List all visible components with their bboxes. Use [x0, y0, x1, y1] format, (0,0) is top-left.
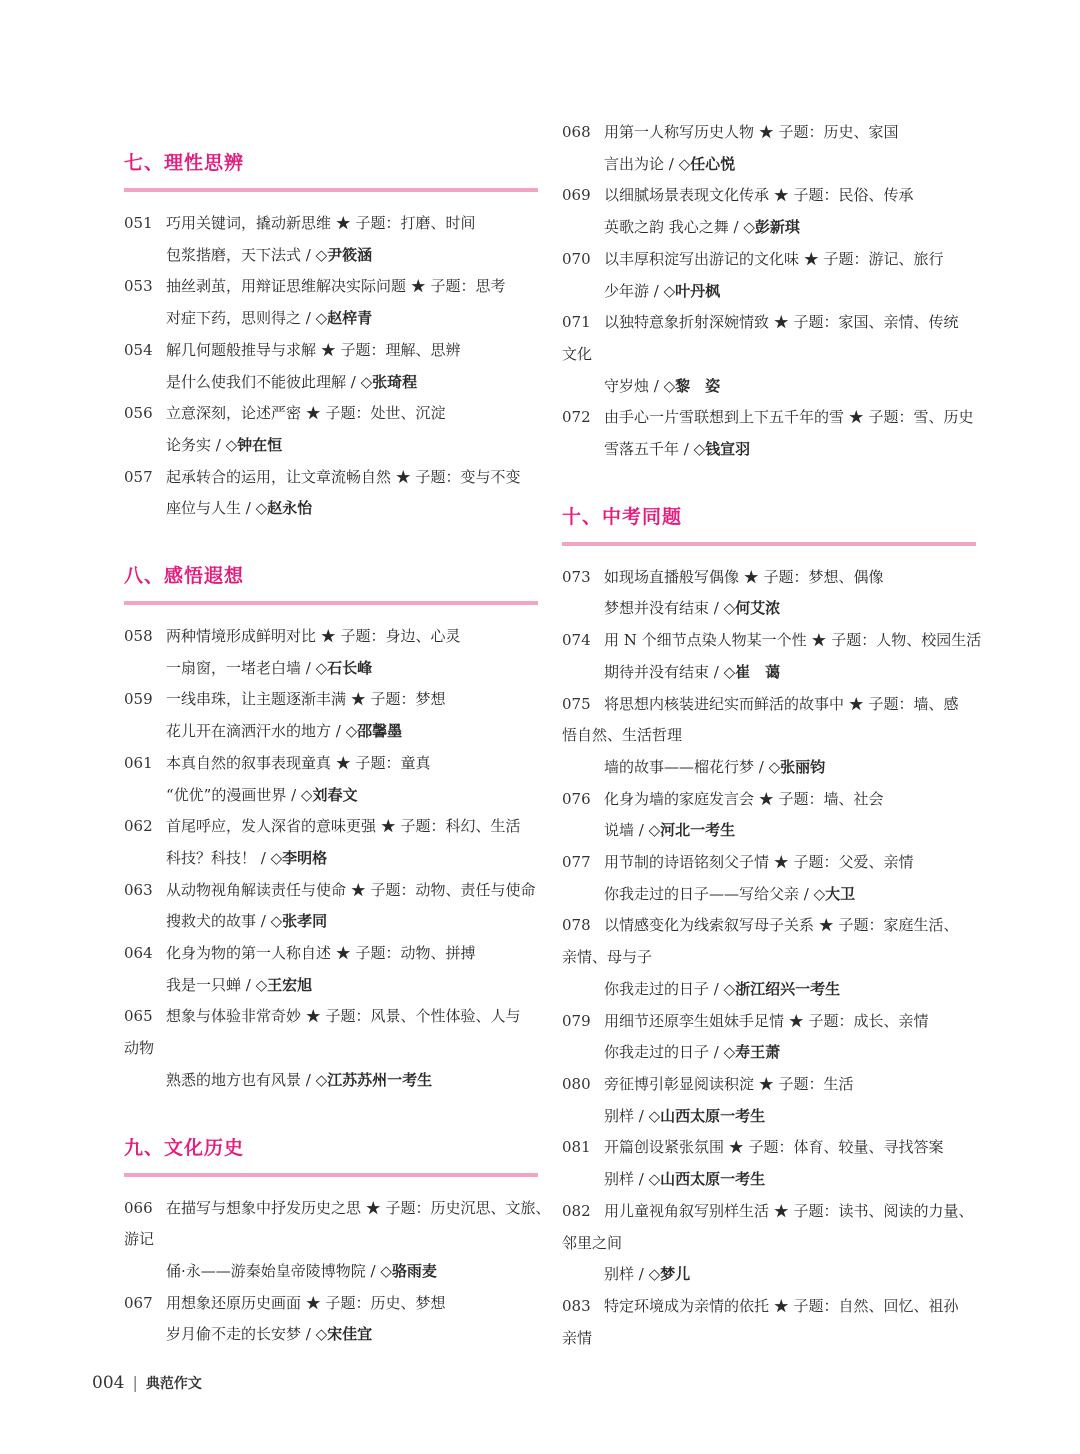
entry-title-continued: 亲情	[562, 1328, 593, 1347]
article-author: 梦儿	[660, 1265, 691, 1284]
entry-article	[562, 593, 978, 625]
entry-title-line	[562, 625, 982, 657]
entry-title: 化身为墙的家庭发言会 ★ 子题：墙、社会	[604, 789, 884, 808]
entry-title-line	[562, 689, 978, 721]
toc-entry[interactable]	[124, 684, 540, 747]
article-author: 邵馨墨	[357, 722, 403, 741]
toc-entry[interactable]	[562, 307, 978, 402]
toc-entry[interactable]	[124, 875, 540, 938]
article-author: 宋佳宜	[327, 1325, 373, 1344]
entry-article	[562, 815, 978, 847]
entry-title-line	[562, 180, 978, 212]
entry-article	[124, 1065, 540, 1097]
toc-entry[interactable]	[124, 462, 540, 525]
entry-title: 抽丝剥茧，用辩证思维解决实际问题 ★ 子题：思考	[166, 277, 506, 296]
article-title: 梦想并没有结束 / ◇	[604, 599, 736, 618]
article-title: 守岁烛 / ◇	[604, 376, 676, 395]
right-column	[562, 117, 982, 1354]
article-author: 崔 蔼	[735, 662, 781, 681]
article-author: 叶丹枫	[675, 281, 721, 300]
article-title: 我是一只蝉 / ◇	[166, 975, 268, 994]
entry-title: 化身为物的第一人称自述 ★ 子题：动物、拼搏	[166, 944, 476, 963]
article-title: 熟悉的地方也有风景 / ◇	[166, 1070, 328, 1089]
entry-number: 061	[124, 753, 153, 772]
entry-title-line	[562, 910, 978, 942]
entry-number: 054	[124, 340, 153, 359]
toc-entry[interactable]	[562, 244, 978, 307]
entry-title: 以细腻场景表现文化传承 ★ 子题：民俗、传承	[604, 186, 914, 205]
article-author: 刘春文	[312, 785, 358, 804]
article-title: 期待并没有结束 / ◇	[604, 662, 736, 681]
entry-article	[562, 752, 978, 784]
entry-title-line	[124, 271, 540, 303]
entry-number: 075	[562, 694, 591, 713]
article-author: 赵梓青	[327, 309, 373, 328]
entry-number: 067	[124, 1293, 153, 1312]
entry-article	[562, 371, 978, 403]
article-title: 岁月偷不走的长安梦 / ◇	[166, 1325, 328, 1344]
entry-title-line	[562, 117, 978, 149]
toc-entry[interactable]	[562, 117, 978, 180]
article-author: 骆雨麦	[391, 1261, 437, 1280]
entry-title-line	[562, 1132, 978, 1164]
entry-number: 064	[124, 944, 153, 963]
entry-title: 特定环境成为亲情的依托 ★ 子题：自然、回忆、祖孙	[604, 1296, 959, 1315]
entry-article	[124, 367, 540, 399]
toc-entry[interactable]	[124, 208, 540, 271]
entry-article	[562, 657, 978, 689]
entry-title-continued: 游记	[124, 1230, 155, 1249]
entry-number: 059	[124, 690, 153, 709]
entry-number: 062	[124, 817, 153, 836]
entry-title: 用第一人称写历史人物 ★ 子题：历史、家国	[604, 123, 899, 141]
article-title: 说墙 / ◇	[604, 821, 661, 840]
toc-section	[124, 563, 540, 1097]
article-author: 黎 姿	[675, 376, 721, 395]
entry-title-line	[562, 847, 978, 879]
article-author: 彭新琪	[754, 218, 800, 237]
article-author: 赵永怡	[267, 499, 313, 518]
toc-section	[124, 1135, 551, 1352]
entry-title: 开篇创设紧张氛围 ★ 子题：体育、较量、寻找答案	[604, 1138, 944, 1157]
toc-entry[interactable]	[124, 748, 540, 811]
entry-article	[124, 906, 540, 938]
toc-section	[562, 504, 982, 1355]
entry-title: 如现场直播般写偶像 ★ 子题：梦想、偶像	[604, 567, 884, 586]
entry-title-line	[124, 684, 540, 716]
article-author: 李明格	[282, 848, 328, 867]
entry-article	[562, 212, 978, 244]
article-title: 别样 / ◇	[604, 1170, 661, 1189]
entry-number: 071	[562, 313, 591, 332]
article-author: 何艾浓	[735, 599, 781, 618]
entry-number: 076	[562, 789, 591, 808]
toc-entry[interactable]	[562, 689, 978, 784]
toc-entry[interactable]	[562, 847, 978, 910]
entry-title-line	[124, 335, 540, 367]
toc-section	[124, 150, 540, 525]
entry-article	[562, 1101, 978, 1133]
entry-title-line	[124, 938, 540, 970]
entry-number: 057	[124, 467, 153, 486]
toc-entry[interactable]	[562, 1291, 978, 1354]
section-heading: 八、感悟遐想	[124, 565, 245, 588]
entry-title-continued: 邻里之间	[562, 1233, 623, 1252]
entry-article	[562, 276, 978, 308]
entry-number: 074	[562, 631, 591, 650]
entry-title: 用 N 个细节点染人物某一个性 ★ 子题：人物、校园生活	[604, 631, 982, 650]
article-author: 张琦程	[372, 372, 418, 391]
article-title: 别样 / ◇	[604, 1265, 661, 1284]
article-title: “优优”的漫画世界 / ◇	[166, 785, 313, 804]
article-author: 寿王萧	[735, 1043, 781, 1062]
article-title: 你我走过的日子——写给父亲 / ◇	[604, 884, 826, 903]
entry-article	[124, 716, 540, 748]
entry-title: 在描写与想象中抒发历史之思 ★ 子题：历史沉思、文旅、	[166, 1198, 551, 1217]
toc-entry[interactable]	[562, 910, 978, 1005]
entry-title-continued: 悟自然、生活哲理	[562, 726, 683, 745]
article-author: 钟在恒	[237, 435, 283, 454]
entry-title-line	[124, 398, 540, 430]
entry-title: 以情感变化为线索叙写母子关系 ★ 子题：家庭生活、	[604, 916, 959, 935]
entry-article	[124, 780, 540, 812]
toc-entry[interactable]	[562, 1196, 978, 1291]
entry-article	[562, 974, 978, 1006]
entry-number: 073	[562, 567, 591, 586]
entry-article	[124, 843, 540, 875]
entry-title: 用节制的诗语铭刻父子情 ★ 子题：父爱、亲情	[604, 853, 914, 872]
article-author: 河北一考生	[660, 821, 736, 840]
entry-title: 用想象还原历史画面 ★ 子题：历史、梦想	[166, 1293, 446, 1312]
entry-number: 068	[562, 123, 591, 141]
article-author: 张丽钧	[780, 757, 826, 776]
toc-entry[interactable]	[562, 625, 982, 688]
entry-title-continued: 亲情、母与子	[562, 948, 653, 967]
entry-title-line	[562, 1196, 978, 1228]
section-divider	[124, 1173, 538, 1177]
entry-title: 一线串珠，让主题逐渐丰满 ★ 子题：梦想	[166, 690, 446, 709]
article-title: 言出为论 / ◇	[604, 154, 691, 173]
article-title: 雪落五千年 / ◇	[604, 440, 706, 459]
entry-title-line	[562, 307, 978, 339]
entry-article	[562, 1259, 978, 1291]
article-title: 少年游 / ◇	[604, 281, 676, 300]
entry-title-line	[562, 402, 978, 434]
entry-number: 065	[124, 1007, 153, 1026]
article-title: 你我走过的日子 / ◇	[604, 1043, 736, 1062]
entry-title: 立意深刻，论述严密 ★ 子题：处世、沉淀	[166, 404, 446, 423]
footer-separator: |	[132, 1373, 138, 1392]
toc-entry[interactable]	[124, 1288, 540, 1351]
entry-number: 053	[124, 277, 153, 296]
section-divider	[562, 542, 976, 546]
entry-title-line	[562, 1291, 978, 1323]
entry-title: 旁征博引彰显阅读积淀 ★ 子题：生活	[604, 1074, 854, 1093]
toc-entry[interactable]	[562, 1132, 978, 1195]
article-author: 浙江绍兴一考生	[735, 979, 841, 998]
entry-title-line	[124, 748, 540, 780]
entry-number: 083	[562, 1296, 591, 1315]
article-title: 一扇窗，一堵老白墙 / ◇	[166, 658, 328, 677]
article-title: 科技？科技！ / ◇	[166, 848, 283, 867]
entry-number: 072	[562, 408, 591, 427]
article-author: 山西太原一考生	[660, 1106, 766, 1125]
page-number: 004	[92, 1373, 125, 1393]
entry-title-line	[124, 1193, 551, 1225]
toc-entry[interactable]	[124, 811, 540, 874]
entry-article	[124, 653, 540, 685]
toc-entry[interactable]	[124, 1193, 551, 1288]
page-footer	[92, 1373, 202, 1393]
article-author: 钱宣羽	[705, 440, 751, 459]
entry-number: 079	[562, 1011, 591, 1030]
article-title: 座位与人生 / ◇	[166, 499, 268, 518]
entry-title: 用儿童视角叙写别样生活 ★ 子题：读书、阅读的力量、	[604, 1201, 974, 1220]
article-author: 任心悦	[690, 154, 736, 173]
entry-title: 解几何题般推导与求解 ★ 子题：理解、思辨	[166, 340, 461, 359]
entry-number: 082	[562, 1201, 591, 1220]
toc-entry[interactable]	[124, 398, 540, 461]
article-title: 别样 / ◇	[604, 1106, 661, 1125]
entry-number: 058	[124, 627, 153, 646]
entry-title: 将思想内核装进纪实而鲜活的故事中 ★ 子题：墙、感	[604, 694, 959, 713]
entry-article	[124, 303, 540, 335]
toc-entry[interactable]	[562, 1006, 978, 1069]
article-title: 俑·永——游秦始皇帝陵博物院 / ◇	[166, 1261, 392, 1280]
entry-title-line	[124, 621, 540, 653]
section-divider	[124, 601, 538, 605]
entry-article	[562, 1037, 978, 1069]
entry-article	[562, 149, 978, 181]
article-title: 论务实 / ◇	[166, 435, 238, 454]
entry-number: 078	[562, 916, 591, 935]
article-title: 包浆揩磨，天下法式 / ◇	[166, 245, 328, 264]
toc-entry[interactable]	[124, 938, 540, 1001]
entry-title: 起承转合的运用，让文章流畅自然 ★ 子题：变与不变	[166, 467, 521, 486]
entry-title-line	[562, 1069, 978, 1101]
entry-article	[562, 1164, 978, 1196]
article-author: 王宏旭	[267, 975, 313, 994]
entry-title: 本真自然的叙事表现童真 ★ 子题：童真	[166, 753, 431, 772]
entry-title: 巧用关键词，撬动新思维 ★ 子题：打磨、时间	[166, 214, 476, 232]
article-author: 大卫	[825, 884, 856, 903]
entry-title: 以独特意象折射深婉情致 ★ 子题：家国、亲情、传统	[604, 313, 959, 332]
entry-number: 056	[124, 404, 153, 423]
entry-title-line	[124, 1001, 540, 1033]
entry-number: 070	[562, 249, 591, 268]
entry-title: 由手心一片雪联想到上下五千年的雪 ★ 子题：雪、历史	[604, 408, 974, 427]
entry-article	[124, 1256, 540, 1288]
article-title: 花儿开在滴洒汗水的地方 / ◇	[166, 722, 358, 741]
left-column	[124, 150, 551, 1351]
section-heading: 九、文化历史	[124, 1136, 245, 1159]
toc-entry[interactable]	[124, 335, 540, 398]
article-author: 张孝同	[282, 912, 328, 931]
entry-title-line	[562, 562, 978, 594]
entry-article	[124, 240, 540, 272]
entry-number: 066	[124, 1198, 153, 1217]
entry-title-line	[124, 811, 540, 843]
article-title: 是什么使我们不能彼此理解 / ◇	[166, 372, 373, 391]
article-title: 对症下药，思则得之 / ◇	[166, 309, 328, 328]
entry-title: 用细节还原孪生姐妹手足情 ★ 子题：成长、亲情	[604, 1011, 929, 1030]
entry-article	[562, 879, 978, 911]
toc-entry[interactable]	[124, 271, 540, 334]
section-divider	[124, 188, 538, 192]
toc-entry[interactable]	[562, 1069, 978, 1132]
entry-title: 首尾呼应，发人深省的意味更强 ★ 子题：科幻、生活	[166, 817, 521, 836]
entry-number: 063	[124, 880, 153, 899]
entry-article	[562, 434, 978, 466]
article-title: 英歌之韵 我心之舞 / ◇	[604, 218, 755, 237]
entry-title: 以丰厚积淀写出游记的文化味 ★ 子题：游记、旅行	[604, 249, 944, 268]
toc-entry[interactable]	[562, 402, 978, 465]
article-title: 你我走过的日子 / ◇	[604, 979, 736, 998]
entry-number: 077	[562, 853, 591, 872]
article-title: 墙的故事——榴花行梦 / ◇	[604, 757, 781, 776]
toc-entry[interactable]	[124, 621, 540, 684]
entry-title: 两种情境形成鲜明对比 ★ 子题：身边、心灵	[166, 627, 461, 646]
entry-title-line	[124, 1288, 540, 1320]
entry-title-line	[562, 1006, 978, 1038]
entry-number: 080	[562, 1074, 591, 1093]
entry-title-continued: 文化	[562, 344, 593, 363]
entry-title: 从动物视角解读责任与使命 ★ 子题：动物、责任与使命	[166, 880, 536, 899]
toc-entry[interactable]	[562, 562, 978, 625]
entry-title-continued: 动物	[124, 1039, 155, 1058]
article-author: 石长峰	[327, 658, 373, 677]
entry-article	[124, 1319, 540, 1351]
entry-article	[124, 430, 540, 462]
section-heading: 七、理性思辨	[124, 152, 245, 174]
entry-number: 081	[562, 1138, 591, 1157]
magazine-name: 典范作文	[145, 1376, 202, 1392]
entry-number: 069	[562, 186, 591, 205]
entry-title-line	[124, 875, 540, 907]
entry-number: 051	[124, 214, 153, 232]
entry-title-line	[562, 784, 978, 816]
entry-article	[124, 970, 540, 1002]
entry-title-line	[562, 244, 978, 276]
toc-entry[interactable]	[562, 180, 978, 243]
article-author: 尹筱涵	[327, 245, 373, 264]
article-title: 搜救犬的故事 / ◇	[166, 912, 283, 931]
entry-title: 想象与体验非常奇妙 ★ 子题：风景、个性体验、人与	[166, 1007, 521, 1026]
entry-title-line	[124, 462, 540, 494]
toc-entry[interactable]	[562, 784, 978, 847]
entry-title-line	[124, 208, 540, 240]
article-author: 山西太原一考生	[660, 1170, 766, 1189]
entry-article	[124, 493, 540, 525]
section-heading: 十、中考同题	[562, 505, 683, 528]
toc-entry[interactable]	[124, 1001, 540, 1096]
article-author: 江苏苏州一考生	[327, 1070, 433, 1089]
